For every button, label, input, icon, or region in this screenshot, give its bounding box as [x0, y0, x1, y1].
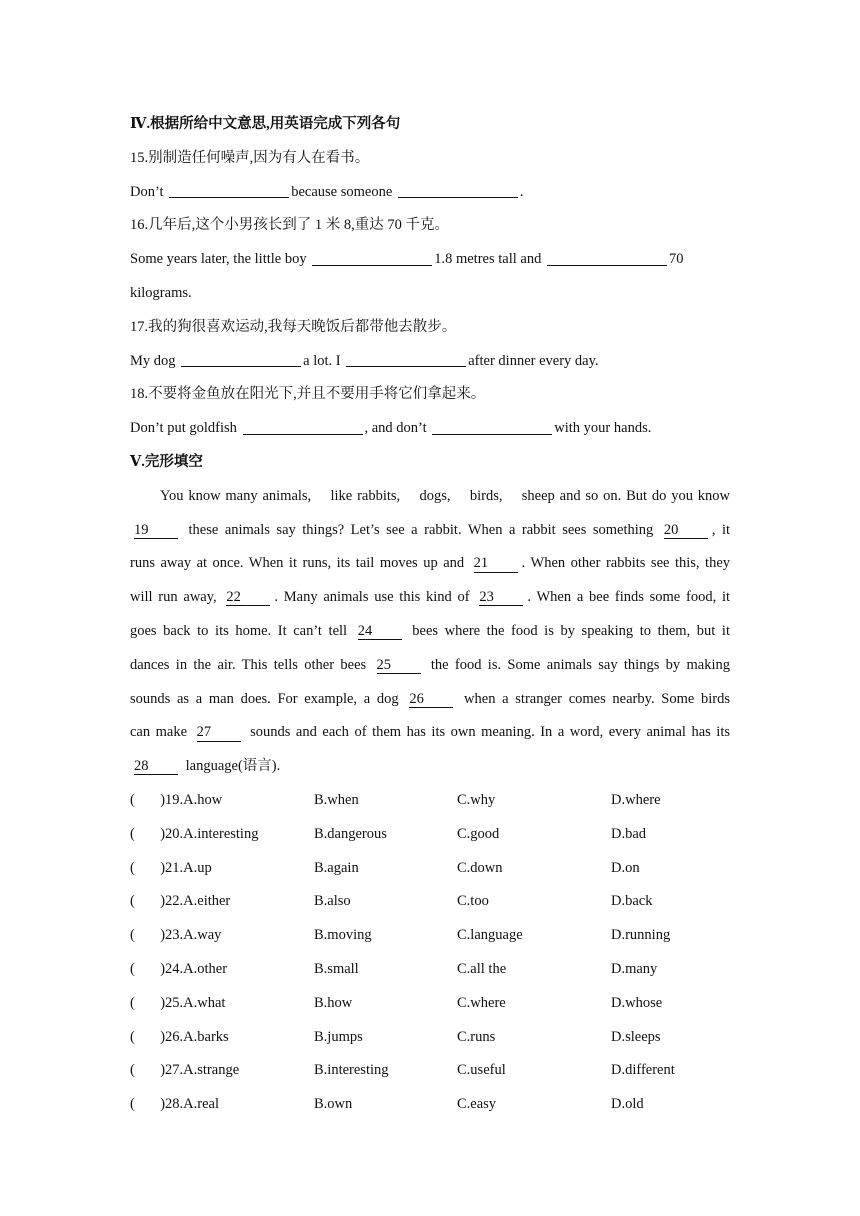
question-22[interactable]: ( )22.A.either — [130, 893, 231, 910]
q18-text-a: Don’t put goldfish — [130, 420, 237, 437]
option-row-27 — [130, 1054, 730, 1088]
q16-text-a: Some years later, the little boy — [130, 251, 307, 268]
question-26[interactable]: ( )26.A.barks — [130, 1028, 229, 1045]
passage-text: the food is. Some animals say things by making — [430, 656, 731, 673]
option-24-c: C.all the — [457, 960, 507, 977]
option-24-d: D.many — [611, 960, 658, 977]
blank-27[interactable]: 27 — [197, 725, 241, 741]
option-21-b: B.again — [314, 859, 359, 876]
question-23[interactable]: ( )23.A.way — [130, 927, 222, 944]
passage-text: sounds and each of them has its own meaning. In a word, every animal has its — [250, 724, 731, 741]
q15-chinese: 15.别制造任何噪声,因为有人在看书。 — [130, 149, 370, 166]
option-row-22 — [130, 885, 730, 919]
q17-blank-1[interactable] — [181, 351, 301, 367]
passage-text: will run away, — [130, 589, 217, 606]
option-row-23 — [130, 919, 730, 953]
option-22-b: B.also — [314, 893, 351, 910]
passage-text: , it — [711, 521, 731, 538]
passage-line-4 — [130, 581, 730, 615]
option-row-28 — [130, 1088, 730, 1122]
q16-text-b: 1.8 metres tall and — [434, 251, 542, 268]
blank-25[interactable]: 25 — [377, 658, 421, 674]
option-row-19 — [130, 784, 730, 818]
passage-line-9 — [130, 750, 730, 784]
option-25-d: D.whose — [611, 994, 663, 1011]
option-row-20 — [130, 818, 730, 852]
option-20-d: D.bad — [611, 825, 647, 842]
blank-19[interactable]: 19 — [134, 523, 178, 539]
question-19[interactable]: ( )19.A.how — [130, 791, 223, 808]
q15-blank-1[interactable] — [169, 182, 289, 198]
question-20[interactable]: ( )20.A.interesting — [130, 825, 259, 842]
q17-chinese: 17.我的狗很喜欢运动,我每天晚饭后都带他去散步。 — [130, 318, 457, 335]
option-22-d: D.back — [611, 893, 653, 910]
blank-26[interactable]: 26 — [409, 692, 453, 708]
q17-text-c: after dinner every day. — [468, 352, 599, 369]
passage-line-1: You know many animals, like rabbits, dogs, birds, sheep and so on. But do you know — [160, 487, 730, 504]
blank-20[interactable]: 20 — [664, 523, 708, 539]
option-28-c: C.easy — [457, 1096, 497, 1113]
option-23-b: B.moving — [314, 927, 372, 944]
q18-english — [130, 412, 730, 446]
passage-line-8 — [130, 716, 730, 750]
passage-text: sounds as a man does. For example, a dog — [130, 690, 399, 707]
option-20-b: B.dangerous — [314, 825, 387, 842]
q18-text-c: with your hands. — [554, 420, 652, 437]
option-27-c: C.useful — [457, 1062, 506, 1079]
option-19-c: C.why — [457, 791, 496, 808]
option-27-d: D.different — [611, 1062, 675, 1079]
question-21[interactable]: ( )21.A.up — [130, 859, 212, 876]
q16-english — [130, 243, 730, 277]
q16-blank-2[interactable] — [547, 250, 667, 266]
option-26-c: C.runs — [457, 1028, 496, 1045]
question-25[interactable]: ( )25.A.what — [130, 994, 226, 1011]
option-row-25 — [130, 987, 730, 1021]
option-20-c: C.good — [457, 825, 500, 842]
q17-english — [130, 345, 730, 379]
blank-22[interactable]: 22 — [226, 590, 270, 606]
q18-blank-1[interactable] — [243, 419, 363, 435]
blank-21[interactable]: 21 — [474, 556, 518, 572]
q15-text-b: because someone — [291, 183, 393, 200]
section-5-heading: Ⅴ.完形填空 — [130, 453, 203, 470]
q16-text-c: 70 — [668, 251, 684, 268]
q17-text-a: My dog — [130, 352, 176, 369]
option-27-b: B.interesting — [314, 1062, 389, 1079]
q18-chinese: 18.不要将金鱼放在阳光下,并且不要用手将它们拿起来。 — [130, 386, 486, 403]
option-19-d: D.where — [611, 791, 661, 808]
passage-line-7 — [130, 683, 730, 717]
options-list — [130, 784, 730, 1122]
blank-24[interactable]: 24 — [358, 624, 402, 640]
q16-chinese: 16.几年后,这个小男孩长到了 1 米 8,重达 70 千克。 — [130, 217, 449, 234]
q16-english-cont: kilograms. — [130, 284, 192, 301]
option-26-b: B.jumps — [314, 1028, 363, 1045]
option-19-b: B.when — [314, 791, 359, 808]
passage-line-2 — [130, 514, 730, 548]
option-22-c: C.too — [457, 893, 489, 910]
q17-text-b: a lot. I — [303, 352, 341, 369]
passage-text: language(语言). — [185, 758, 281, 775]
passage-text: . When other rabbits see this, they — [521, 555, 730, 572]
passage-text: goes back to its home. It can’t tell — [130, 622, 348, 639]
worksheet-content — [130, 108, 730, 1122]
passage-line-5 — [130, 615, 730, 649]
passage-line-3 — [130, 547, 730, 581]
option-23-d: D.running — [611, 927, 671, 944]
option-24-b: B.small — [314, 960, 359, 977]
q15-blank-2[interactable] — [398, 182, 518, 198]
option-21-c: C.down — [457, 859, 503, 876]
option-26-d: D.sleeps — [611, 1028, 661, 1045]
passage-text: . Many animals use this kind of — [274, 589, 470, 606]
q17-blank-2[interactable] — [346, 351, 466, 367]
option-21-d: D.on — [611, 859, 640, 876]
passage-line-6 — [130, 649, 730, 683]
q18-blank-2[interactable] — [432, 419, 552, 435]
passage-text: when a stranger comes nearby. Some birds — [464, 690, 730, 707]
q15-english — [130, 176, 730, 210]
passage-text: bees where the food is by speaking to them, but it — [412, 622, 730, 639]
question-28[interactable]: ( )28.A.real — [130, 1096, 219, 1113]
option-row-26 — [130, 1021, 730, 1055]
option-row-24 — [130, 953, 730, 987]
option-row-21 — [130, 852, 730, 886]
q15-text-c: . — [519, 183, 524, 200]
passage-text: these animals say things? Let’s see a rabbit. When a rabbit sees something — [188, 521, 654, 538]
q18-text-b: , and don’t — [364, 420, 427, 437]
passage-text: runs away at once. When it runs, its tail moves up and — [130, 555, 465, 572]
section-4-heading: Ⅳ.根据所给中文意思,用英语完成下列各句 — [130, 116, 401, 132]
option-23-c: C.language — [457, 927, 523, 944]
option-28-d: D.old — [611, 1096, 644, 1113]
option-28-b: B.own — [314, 1096, 353, 1113]
q15-text-a: Don’t — [130, 183, 164, 200]
option-25-b: B.how — [314, 994, 353, 1011]
passage-text: can make — [130, 724, 188, 741]
option-25-c: C.where — [457, 994, 506, 1011]
passage-text: . When a bee finds some food, it — [527, 589, 731, 606]
question-24[interactable]: ( )24.A.other — [130, 960, 228, 977]
blank-23[interactable]: 23 — [479, 590, 523, 606]
question-27[interactable]: ( )27.A.strange — [130, 1062, 240, 1079]
blank-28[interactable]: 28 — [134, 759, 178, 775]
passage-text: dances in the air. This tells other bees — [130, 656, 367, 673]
q16-blank-1[interactable] — [312, 250, 432, 266]
